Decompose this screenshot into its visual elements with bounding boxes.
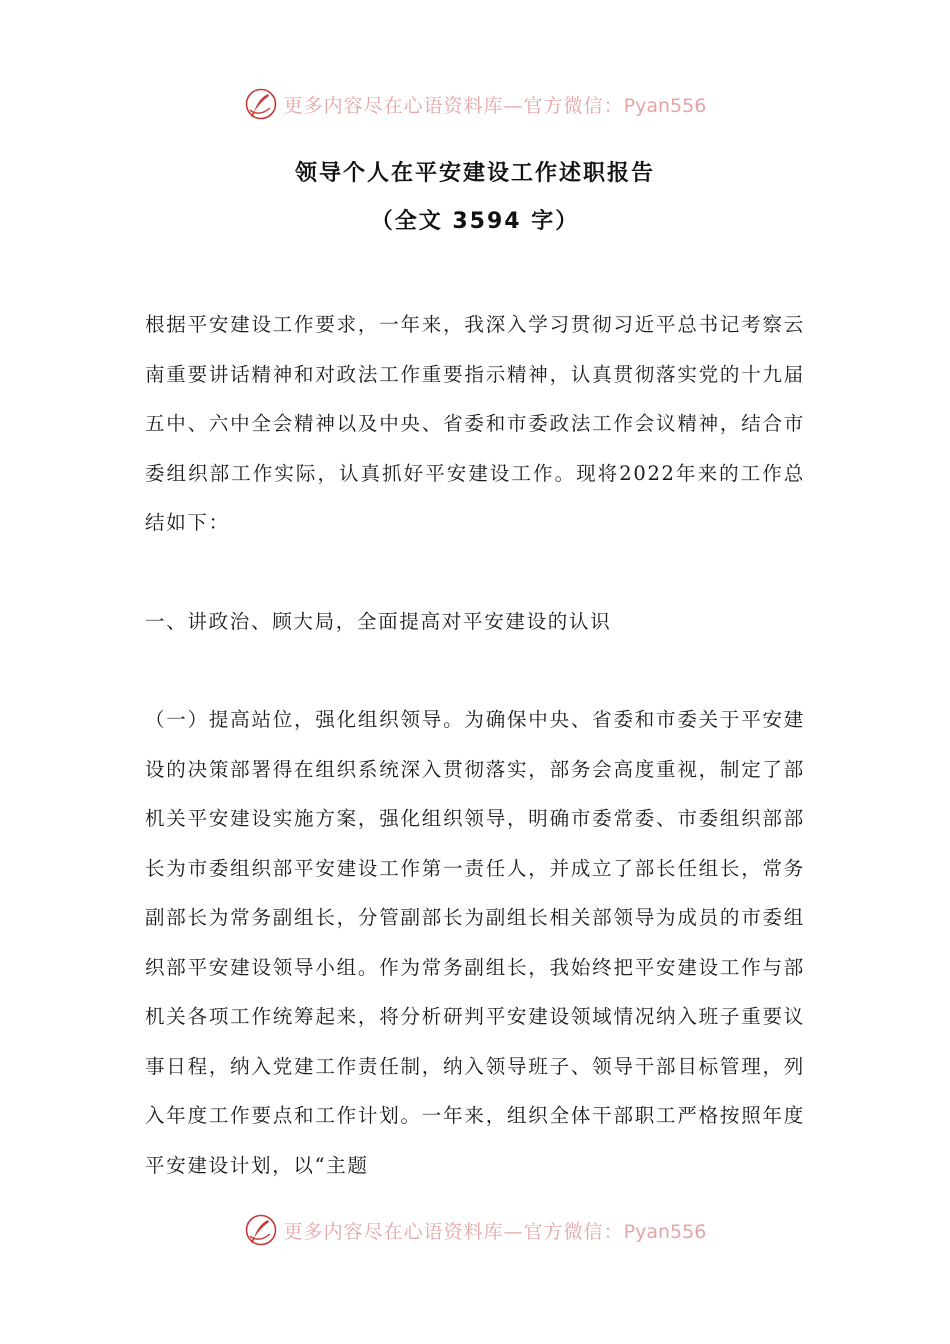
watermark-wechat-id: Pyan556 bbox=[623, 94, 707, 117]
document-title: 领导个人在平安建设工作述职报告 bbox=[294, 161, 655, 186]
watermark-wechat-id: Pyan556 bbox=[623, 1220, 707, 1243]
paragraph-intro: 根据平安建设工作要求，一年来，我深入学习贯彻习近平总书记考察云南重要讲话精神和对政法工作重要指示精神，认真贯彻落实党的十九届五中、六中全会精神以及中央、省委和市委政法工作会议精神，结合市委组织部工作实际，认真抓好平安建设工作。现将2022年来的工作总结如下： bbox=[145, 313, 805, 534]
paragraph-1-1: （一）提高站位，强化组织领导。为确保中央、省委和市委关于平安建设的决策部署得在组织系统深入贯彻落实，部务会高度重视，制定了部机关平安建设实施方案，强化组织领导，明确市委常委、市委组织部部长为市委组织部平安建设工作第一责任人，并成立了部长任组长，常务副部长为常务副组长，分管副部长为副组长相关部领导为成员的市委组织部平安建设领导小组。作为常务副组长，我始终把平安建设工作与部机关各项工作统筹起来，将分析研判平安建设领域情况纳入班子重要议事日程，纳入党建工作责任制，纳入领导班子、领导干部目标管理，列入年度工作要点和工作计划。一年来，组织全体干部职工严格按照年度平安建设计划，以“主题 bbox=[145, 708, 805, 1177]
document-body bbox=[145, 300, 805, 1190]
watermark-header bbox=[0, 84, 950, 124]
document-subtitle: （全文 3594 字） bbox=[370, 209, 580, 234]
watermark-label: 更多内容尽在心语资料库—官方微信： bbox=[283, 94, 624, 117]
watermark-text bbox=[284, 91, 707, 118]
quill-logo-icon bbox=[244, 1213, 278, 1247]
watermark-text bbox=[284, 1217, 707, 1244]
quill-logo-icon bbox=[244, 87, 278, 121]
section-heading-1: 一、讲政治、顾大局，全面提高对平安建设的认识 bbox=[145, 609, 612, 633]
watermark-footer bbox=[0, 1210, 950, 1250]
watermark-label: 更多内容尽在心语资料库—官方微信： bbox=[283, 1220, 624, 1243]
